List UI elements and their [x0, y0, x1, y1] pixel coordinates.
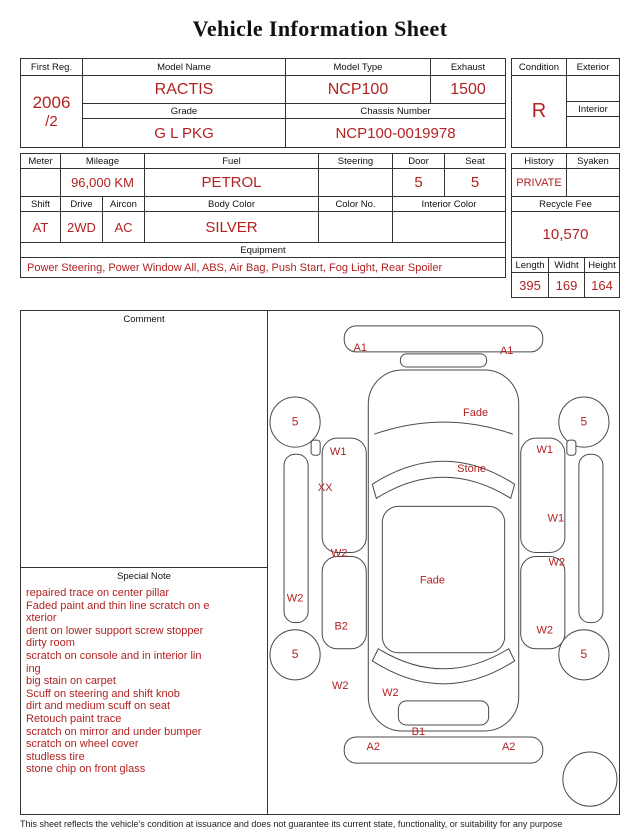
first-reg-year: 2006: [32, 93, 71, 112]
seat-value: 5: [470, 174, 480, 191]
mirror-right: [567, 440, 576, 455]
history-label: History: [512, 154, 567, 168]
diagram-area: [268, 311, 619, 814]
spare-wheel: [563, 752, 617, 806]
interior-color-value: [393, 212, 505, 242]
special-note-line: studless tire: [26, 750, 85, 763]
grade-value: G L PKG: [83, 119, 286, 147]
syaken-label: Syaken: [577, 155, 609, 167]
equipment-value: Power Steering, Power Window All, ABS, Air Bag, Push Start, Fog Light, Rear Spoiler: [27, 261, 443, 274]
door-label: Door: [393, 154, 445, 168]
drive-value: 2WD: [61, 212, 103, 242]
grade-label: Grade: [83, 104, 286, 118]
model-type-value: NCP100: [286, 76, 431, 103]
width-value: 169: [549, 273, 585, 297]
diagram-annotation-a1: A1: [499, 344, 514, 357]
diagram-annotation-stone: Stone: [457, 463, 486, 476]
width-label: Widht: [549, 258, 585, 272]
special-note-line: dirty room: [26, 637, 75, 650]
front-grille: [400, 354, 486, 367]
diagram-annotation-w2: W2: [330, 547, 348, 560]
door-value: 5: [393, 169, 445, 196]
shift-value: AT: [21, 212, 61, 242]
registration-table: [20, 58, 506, 148]
exterior-label: Exterior: [576, 61, 610, 73]
diagram-annotation-w1: W1: [547, 512, 565, 525]
syaken-value: [567, 169, 619, 196]
diagram-annotation-5: 5: [291, 646, 299, 661]
spec-table: [20, 153, 506, 278]
mileage-value: 96,000 KM: [61, 169, 145, 196]
special-note-line: dent on lower support screw stopper: [26, 624, 204, 637]
history-table: [511, 153, 620, 298]
main-panel: [20, 310, 620, 815]
fuel-value: PETROL: [145, 169, 319, 196]
car-diagram: [268, 311, 619, 814]
history-value: PRIVATE: [512, 169, 567, 196]
registration-main: [83, 59, 505, 147]
diagram-annotation-a2: A2: [366, 740, 381, 753]
aircon-label: Aircon: [103, 197, 145, 211]
recycle-fee-label: Recycle Fee: [539, 198, 592, 210]
diagram-annotation-xx: XX: [317, 482, 333, 495]
diagram-annotation-b1: B1: [411, 725, 426, 738]
special-note-label: Special Note: [117, 570, 171, 582]
diagram-annotation-w1: W1: [536, 444, 554, 457]
comment-box: [21, 311, 267, 568]
diagram-annotation-5: 5: [580, 646, 588, 661]
special-note-line: xterior: [26, 612, 57, 625]
page-title: Vehicle Information Sheet: [192, 16, 448, 41]
side-panel-right: [579, 454, 603, 622]
special-note-line: scratch on console and in interior lin: [26, 649, 202, 662]
diagram-annotation-w2: W2: [536, 624, 554, 637]
diagram-annotation-b2: B2: [334, 620, 348, 633]
exterior-value: [567, 76, 619, 101]
drive-label: Drive: [61, 197, 103, 211]
steering-label: Steering: [319, 154, 393, 168]
model-name-label: Model Name: [83, 59, 286, 75]
diagram-annotation-w2: W2: [548, 556, 566, 569]
diagram-annotation-fade: Fade: [463, 406, 489, 419]
recycle-fee-value: 10,570: [542, 226, 589, 243]
model-name-value: RACTIS: [83, 76, 286, 103]
diagram-annotation-fade: Fade: [419, 574, 446, 587]
body-color-value: SILVER: [145, 212, 319, 242]
special-note-line: repaired trace on center pillar: [26, 587, 170, 599]
chassis-number-label: Chassis Number: [360, 105, 431, 117]
length-value: 395: [512, 273, 549, 297]
condition-label: Condition: [518, 61, 560, 73]
color-no-label: Color No.: [319, 197, 393, 211]
color-no-value: [319, 212, 393, 242]
exterior-interior-column: [567, 59, 619, 147]
diagram-annotation-a1: A1: [353, 341, 368, 354]
special-note-line: Scuff on steering and shift knob: [26, 687, 180, 700]
interior-value: [567, 117, 619, 147]
special-note-line: scratch on wheel cover: [26, 738, 139, 751]
aircon-value: AC: [103, 212, 145, 242]
special-note-line: dirt and medium scuff on seat: [26, 700, 171, 713]
trunk-lid: [398, 701, 488, 725]
special-note-line: Faded paint and thin line scratch on e: [26, 599, 210, 612]
height-label: Height: [588, 259, 616, 271]
exhaust-label: Exhaust: [450, 61, 486, 73]
meter-label: Meter: [21, 154, 61, 168]
special-note-line: Retouch paint trace: [26, 712, 122, 725]
door-rear-left: [322, 556, 366, 648]
condition-column: [512, 59, 567, 147]
special-note-line: ing: [26, 662, 41, 675]
model-type-label: Model Type: [286, 59, 431, 75]
first-reg-label: First Reg.: [30, 61, 73, 73]
diagram-annotation-a2: A2: [501, 740, 516, 753]
exhaust-value: 1500: [450, 80, 486, 98]
condition-table: [511, 58, 620, 148]
seat-label: Seat: [465, 155, 485, 167]
special-note-box: [21, 568, 267, 814]
fuel-label: Fuel: [145, 154, 319, 168]
diagram-annotation-w2: W2: [382, 686, 399, 699]
length-label: Length: [512, 258, 549, 272]
meter-value: [21, 169, 61, 196]
notes-column: [21, 311, 268, 814]
steering-value: [319, 169, 393, 196]
special-note-line: big stain on carpet: [26, 675, 116, 688]
interior-color-label: Interior Color: [421, 198, 477, 210]
diagram-annotation-5: 5: [580, 414, 588, 429]
diagram-annotation-w2: W2: [286, 592, 304, 605]
first-reg-month: /2: [45, 113, 58, 130]
shift-label: Shift: [21, 197, 61, 211]
first-reg-value: [21, 76, 82, 147]
chassis-number-value: NCP100-0019978: [335, 124, 456, 142]
mileage-label: Mileage: [61, 154, 145, 168]
first-reg-column: [21, 59, 83, 147]
body-color-label: Body Color: [145, 197, 319, 211]
height-value: 164: [591, 277, 613, 293]
condition-grade: R: [531, 100, 547, 122]
special-note-line: stone chip on front glass: [26, 763, 146, 776]
footer-disclaimer: This sheet reflects the vehicle's condition at issuance and does not guarantee its current state, functionality, or suitability for any purpose: [20, 819, 563, 829]
comment-label: Comment: [123, 313, 165, 325]
special-note-line: scratch on mirror and under bumper: [26, 725, 202, 738]
diagram-annotation-5: 5: [291, 414, 299, 429]
equipment-label: Equipment: [240, 244, 286, 256]
diagram-annotation-w2: W2: [331, 679, 349, 692]
special-note-lines: [21, 584, 267, 814]
interior-label: Interior: [578, 103, 608, 115]
mirror-left: [311, 440, 320, 455]
diagram-annotation-w1: W1: [329, 446, 347, 459]
